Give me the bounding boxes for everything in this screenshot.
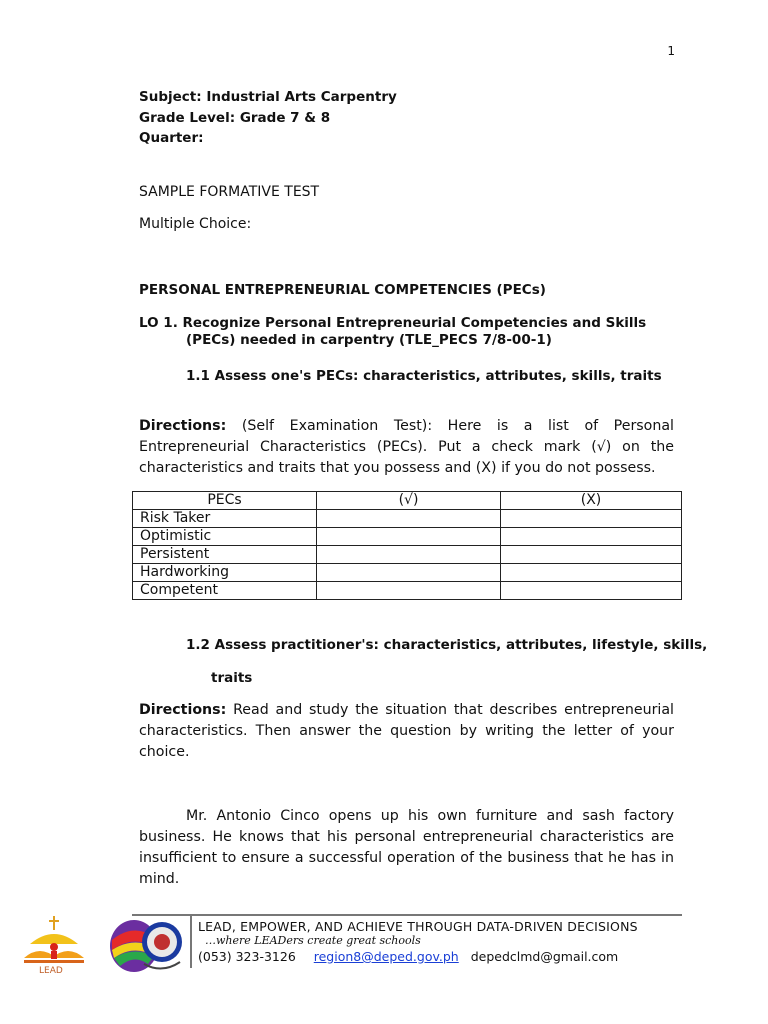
table-header: PECs (133, 492, 317, 510)
test-title: SAMPLE FORMATIVE TEST (139, 184, 320, 200)
table-header: (X) (501, 492, 682, 510)
table-header: (√) (317, 492, 501, 510)
check-cell[interactable] (317, 528, 501, 546)
footer-divider (190, 916, 192, 968)
pecs-table (132, 491, 682, 600)
subsection-1-2-cont: traits (211, 670, 253, 686)
subject-line (139, 89, 397, 105)
subject-label: Subject: (139, 89, 202, 105)
table-cell: Persistent (133, 546, 317, 564)
grade-line (139, 110, 330, 126)
email-link[interactable]: region8@deped.gov.ph (313, 949, 459, 964)
table-cell: Hardworking (133, 564, 317, 582)
table-row (133, 582, 682, 600)
footer-motto: LEAD, EMPOWER, AND ACHIEVE THROUGH DATA-DRIVEN DECISIONS (198, 919, 638, 934)
footer-phone: (053) 323-3126 (198, 949, 296, 964)
check-cell[interactable] (317, 564, 501, 582)
directions-2-label: Directions: (139, 702, 227, 718)
table-cell: Optimistic (133, 528, 317, 546)
grade-label: Grade Level: (139, 110, 236, 126)
table-header-row (133, 492, 682, 510)
subject-value: Industrial Arts Carpentry (206, 89, 397, 105)
directions-1-text: (Self Examination Test): Here is a list of Personal Entrepreneurial Characteristics (PECs). Put a check mark (√) on the characteristics and traits that you possess and (X) if you do not possess. (139, 418, 674, 476)
subsection-1-2: 1.2 Assess practitioner's: characteristics, attributes, lifestyle, skills, (186, 637, 708, 653)
lead-logo (20, 914, 100, 976)
quarter-label: Quarter: (139, 130, 204, 146)
x-cell[interactable] (501, 564, 682, 582)
directions-1-label: Directions: (139, 418, 227, 434)
table-row (133, 528, 682, 546)
lo1-line2: (PECs) needed in carpentry (TLE_PECS 7/8-00-1) (186, 332, 552, 348)
page-number: 1 (667, 44, 675, 58)
table-cell: Competent (133, 582, 317, 600)
directions-2-text: Read and study the situation that describes entrepreneurial characteristics. Then answer the question by writing the letter of your choice. (139, 702, 674, 760)
x-cell[interactable] (501, 546, 682, 564)
x-cell[interactable] (501, 582, 682, 600)
check-cell[interactable] (317, 510, 501, 528)
directions-2 (139, 700, 674, 763)
footer-rule (132, 914, 682, 916)
table-row (133, 510, 682, 528)
deped-region-seal (104, 918, 188, 974)
situation-passage: Mr. Antonio Cinco opens up his own furniture and sash factory business. He knows that his personal entrepreneurial characteristics are insufficient to ensure a successful operation of the business that he has in mind. (139, 808, 674, 887)
lo1-line1: LO 1. Recognize Personal Entrepreneurial Competencies and Skills (139, 315, 647, 331)
grade-value: Grade 7 & 8 (239, 110, 331, 126)
logo-text: LEAD (39, 966, 63, 976)
test-type: Multiple Choice: (139, 216, 252, 232)
directions-1 (139, 416, 674, 479)
subsection-1-1: 1.1 Assess one's PECs: characteristics, attributes, skills, traits (186, 368, 662, 384)
check-cell[interactable] (317, 582, 501, 600)
footer-tagline: …where LEADers create great schools (205, 934, 421, 947)
table-row (133, 564, 682, 582)
x-cell[interactable] (501, 510, 682, 528)
x-cell[interactable] (501, 528, 682, 546)
footer-email: depedclmd@gmail.com (470, 949, 619, 964)
table-cell: Risk Taker (133, 510, 317, 528)
section-title: PERSONAL ENTREPRENEURIAL COMPETENCIES (PECs) (139, 282, 546, 298)
check-cell[interactable] (317, 546, 501, 564)
table-row (133, 546, 682, 564)
footer-contacts (198, 949, 618, 964)
